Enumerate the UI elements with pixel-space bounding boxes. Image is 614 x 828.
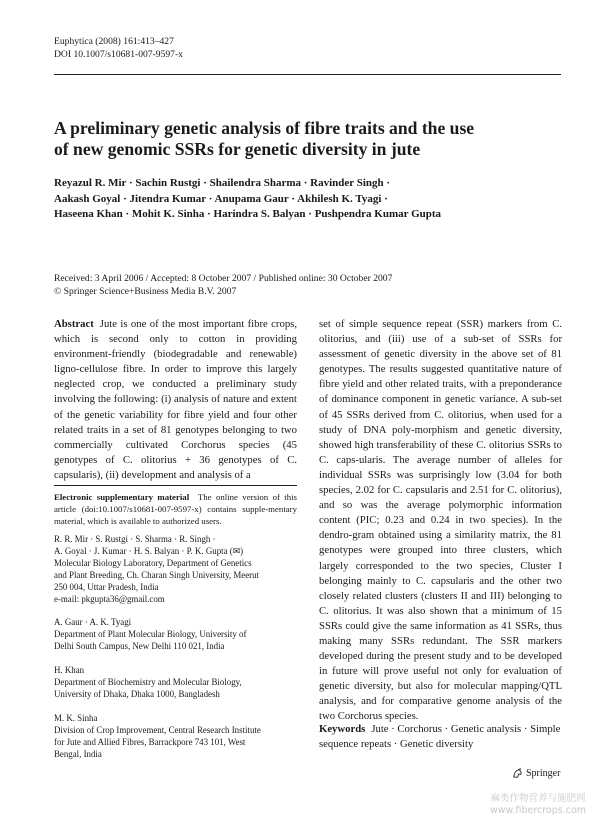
publisher-logo	[512, 768, 560, 779]
publication-dates	[54, 273, 554, 298]
article-title	[54, 118, 554, 160]
author-list	[54, 176, 554, 223]
affiliation-line: R. R. Mir · S. Rustgi · S. Sharma · R. Singh ·	[54, 534, 216, 544]
copyright-line: © Springer Science+Business Media B.V. 2007	[54, 285, 237, 297]
publisher-name: Springer	[526, 768, 561, 779]
springer-horse-icon	[512, 768, 523, 779]
affiliation-line: Department of Biochemistry and Molecular Biology,	[54, 677, 242, 688]
journal-citation: Euphytica (2008) 161:413–427	[54, 36, 174, 47]
affiliations	[54, 534, 297, 773]
affiliation-block	[54, 665, 297, 701]
watermark-line: www.fibercrops.com	[490, 805, 587, 816]
affiliation-line: Molecular Biology Laboratory, Department of Genetics	[54, 557, 252, 568]
affiliation-block	[54, 534, 297, 605]
affiliation-line: Bengal, India	[54, 748, 102, 759]
journal-header	[54, 36, 183, 61]
affiliation-block	[54, 617, 297, 653]
author-line: Aakash Goyal · Jitendra Kumar · Anupama Gaur · Akhilesh K. Tyagi ·	[54, 192, 388, 205]
esm-text: The online version of this article (doi:10.1007/s10681-007-9597-x) contains supple-mentary material, which is available to authorized users.	[54, 492, 297, 526]
received-line: Received: 3 April 2006 / Accepted: 8 October 2007 / Published online: 30 October 2007	[54, 273, 393, 284]
supplementary-note	[54, 485, 297, 527]
affiliation-line: A. Goyal · J. Kumar · H. S. Balyan · P. K. Gupta (✉)	[54, 545, 244, 556]
author-line: Reyazul R. Mir · Sachin Rustgi · Shailendra Sharma · Ravinder Singh ·	[54, 177, 391, 189]
abstract-label: Abstract	[54, 318, 94, 330]
affiliation-block	[54, 713, 297, 761]
affiliation-line: Delhi South Campus, New Delhi 110 021, India	[54, 641, 225, 652]
affiliation-line: University of Dhaka, Dhaka 1000, Bangladesh	[54, 688, 220, 699]
header-rule	[54, 74, 561, 75]
affiliation-line: A. Gaur · A. K. Tyagi	[54, 617, 132, 628]
affiliation-line: Division of Crop Improvement, Central Research Institute	[54, 724, 261, 735]
abstract-text-right: set of simple sequence repeat (SSR) markers from C. olitorius, and (iii) use of a sub-set of SSRs for assessment of genetic diversity in the above set of 81 genotypes. The results suggested quantitative nature of fibre yield and other related traits, with a preponderance of dominance component in genetic variance. A sub-set of 45 SSRs derived from C. olitorius, when used for a study of DNA poly-morphism and genetic diversity, showed high transferability of these C. olitorius SSRs to C. caps-ularis. The average number of alleles for individual SSRs was surprisingly low (3.04 for both species, 2.02 for C. capsularis and 2.51 for C. olitorius), and so was the average polymorphic information content (PIC; 0.23 and 0.24 in two species). In the dendro-gram obtained using a similarity matrix, the 81 genotypes were grouped into three clusters, which largely corresponded to the two species, Cluster I belonging mainly to C. capsularis and the other two closely related clusters (clusters II and III) belonging to C. olitorius. It was also shown that a minimum of 15 SSRs could give the same information as 41 SSRs, thus making many SSRs redundant. The SSR markers developed during the present study and to be developed in future will prove useful not only for evaluation of genetic diversity, but also for molecular mapping/QTL analysis, and for comparative genome analysis of the two Corchorus species.	[319, 318, 562, 723]
title-line-1: A preliminary genetic analysis of fibre traits and the use	[54, 118, 475, 138]
affiliation-line: M. K. Sinha	[54, 712, 98, 723]
keywords-text: Jute · Corchorus · Genetic analysis · Simple sequence repeats · Genetic diversity	[319, 723, 561, 751]
email-line[interactable]: e-mail: pkgupta36@gmail.com	[54, 593, 165, 604]
abstract-text-left: Jute is one of the most important fibre crops, which is second only to cotton in providing environment-friendly (biodegradable and renewable) ligno-cellulose fibre. In order to improve this largely neglected crop, we conducted a preliminary study involving the following: (i) analysis of nature and extent of the genetic variability for fibre yield and four other related traits in a set of 81 genotypes belonging to two commercially cultivated Corchorus species (45 genotypes of C. olitorius + 36 genotypes of C. capsularis), (ii) development and analysis of a	[54, 318, 297, 481]
esm-label: Electronic supplementary material	[54, 492, 190, 502]
abstract-left-column	[54, 317, 297, 483]
watermark-line: 麻类作物营养与施肥网	[490, 793, 586, 804]
affiliation-line: Department of Plant Molecular Biology, University of	[54, 629, 247, 640]
affiliation-line: 250 004, Uttar Pradesh, India	[54, 581, 159, 592]
affiliation-line: H. Khan	[54, 665, 85, 676]
keywords-label: Keywords	[319, 723, 366, 735]
site-watermark	[490, 793, 586, 817]
affiliation-line: for Jute and Allied Fibres, Barrackpore 743 101, West	[54, 736, 246, 747]
doi-line: DOI 10.1007/s10681-007-9597-x	[54, 48, 183, 60]
title-line-2: of new genomic SSRs for genetic diversity in jute	[54, 139, 421, 159]
author-line: Haseena Khan · Mohit K. Sinha · Harindra S. Balyan · Pushpendra Kumar Gupta	[54, 208, 442, 220]
abstract-right-column	[319, 317, 562, 725]
keywords-block	[319, 722, 562, 752]
affiliation-line: and Plant Breeding, Ch. Charan Singh University, Meerut	[54, 569, 259, 580]
